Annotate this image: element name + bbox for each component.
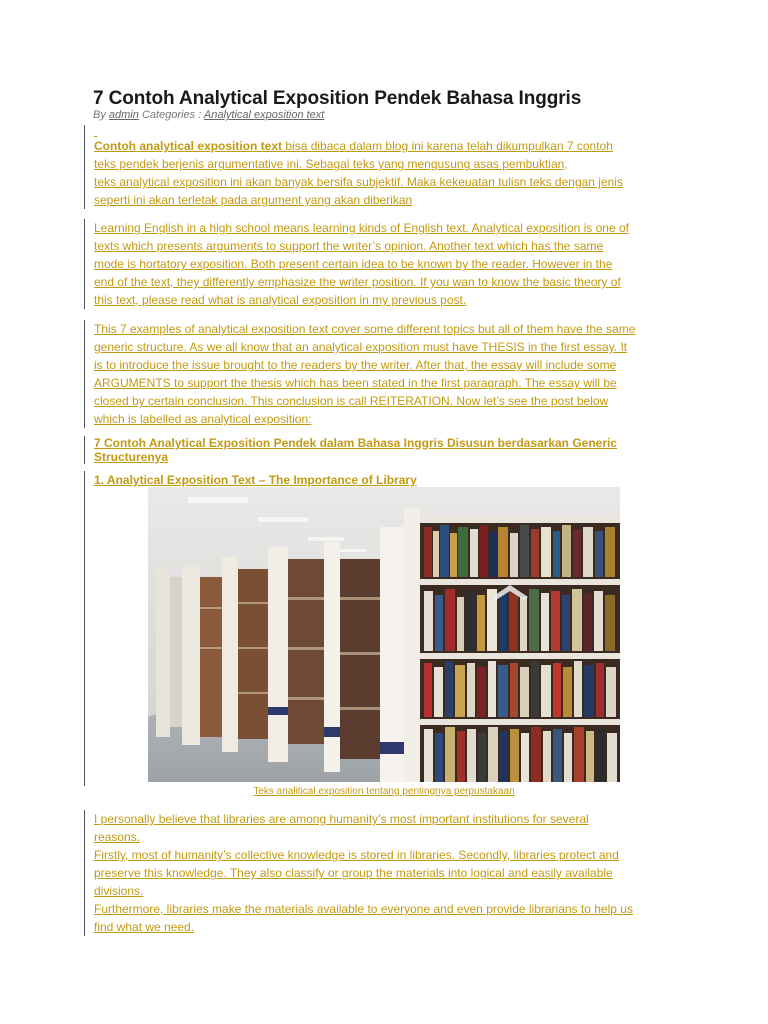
intro-spacer bbox=[94, 125, 676, 137]
paragraph-learning-english bbox=[84, 219, 676, 309]
left-shelves bbox=[156, 527, 404, 782]
section-heading-line[interactable]: Structurenya bbox=[94, 450, 169, 464]
example-1-heading[interactable]: 1. Analytical Exposition Text – The Importance of Library bbox=[94, 473, 417, 487]
post-meta bbox=[93, 109, 324, 121]
intro-line-4[interactable]: seperti ini akan terletak pada argument yang akan diberikan bbox=[94, 193, 413, 207]
photo-caption[interactable]: Teks analitical exposition tentang pentingnya perpustakaan bbox=[253, 786, 515, 797]
intro-line-1-rest: bisa dibaca dalam blog ini karena telah dikumpulkan 7 contoh bbox=[282, 139, 613, 153]
para4-line[interactable]: Furthermore, libraries make the materials available to everyone and even provide librarians to help us bbox=[94, 902, 633, 916]
right-shelf bbox=[404, 507, 620, 782]
para2-line[interactable]: texts which presents arguments to support the writer’s opinion. Another text which has the same bbox=[94, 239, 604, 253]
section-heading-line[interactable]: 7 Contoh Analytical Exposition Pendek dalam Bahasa Inggris Disusun berdasarkan Generic bbox=[94, 436, 618, 450]
intro-paragraph bbox=[84, 125, 676, 209]
paragraph-seven-examples bbox=[84, 320, 676, 428]
para2-line[interactable]: this text, please read what is analytical exposition in my previous post. bbox=[94, 293, 467, 307]
intro-line-1[interactable] bbox=[94, 137, 676, 155]
categories-label: Categories : bbox=[141, 109, 202, 121]
para3-line[interactable]: ARGUMENTS to support the thesis which has been stated in the first paragraph. The essay will be bbox=[94, 376, 617, 390]
para3-line[interactable]: This 7 examples of analytical exposition text cover some different topics but all of them have the same bbox=[94, 322, 636, 336]
para3-line[interactable]: is to introduce the issue brought to the readers by the writer. After that, the essay will include some bbox=[94, 358, 617, 372]
para2-line[interactable]: mode is hortatory exposition. Both present certain idea to be known by the reader. However in the bbox=[94, 257, 613, 271]
para4-line[interactable]: find what we need. bbox=[94, 920, 195, 934]
para4-line[interactable]: divisions. bbox=[94, 884, 144, 898]
section-heading bbox=[84, 436, 676, 464]
para3-line[interactable]: generic structure. As we all know that an analytical exposition must have THESIS in the first essay. It bbox=[94, 340, 628, 354]
para3-line[interactable]: closed by certain conclusion. This conclusion is call REITERATION. Now let’s see the post below bbox=[94, 394, 609, 408]
by-label: By bbox=[93, 109, 106, 121]
para3-line[interactable]: which is labelled as analytical exposition: bbox=[94, 412, 312, 426]
para2-line[interactable]: Learning English in a high school means learning kinds of English text. Analytical exposition is one of bbox=[94, 221, 629, 235]
author-link[interactable]: admin bbox=[108, 109, 139, 121]
para2-line[interactable]: end of the text, they differently emphasize the writer position. If you wan to know the basic theory of bbox=[94, 275, 621, 289]
library-photo bbox=[148, 487, 620, 782]
intro-line-3[interactable]: teks analytical exposition ini akan banyak bersifa subjektif. Maka kekeuatan tulisn teks dengan jenis bbox=[94, 175, 623, 189]
para4-line[interactable]: I personally believe that libraries are among humanity’s most important institutions for several bbox=[94, 812, 589, 826]
category-link[interactable]: Analytical exposition text bbox=[203, 109, 325, 121]
para4-line[interactable]: reasons. bbox=[94, 830, 141, 844]
para4-line[interactable]: preserve this knowledge. They also classify or group the materials into logical and easily available bbox=[94, 866, 613, 880]
paragraph-libraries bbox=[84, 810, 676, 936]
article-title: 7 Contoh Analytical Exposition Pendek Bahasa Inggris bbox=[93, 88, 582, 109]
intro-line-2[interactable]: teks pendek berjenis argumentative ini. Sebagai teks yang mengusung asas pembuktian, bbox=[94, 157, 568, 171]
para4-line[interactable]: Firstly, most of humanity’s collective knowledge is stored in libraries. Secondly, libraries protect and bbox=[94, 848, 619, 862]
intro-bold-lead: Contoh analytical exposition text bbox=[94, 139, 283, 153]
